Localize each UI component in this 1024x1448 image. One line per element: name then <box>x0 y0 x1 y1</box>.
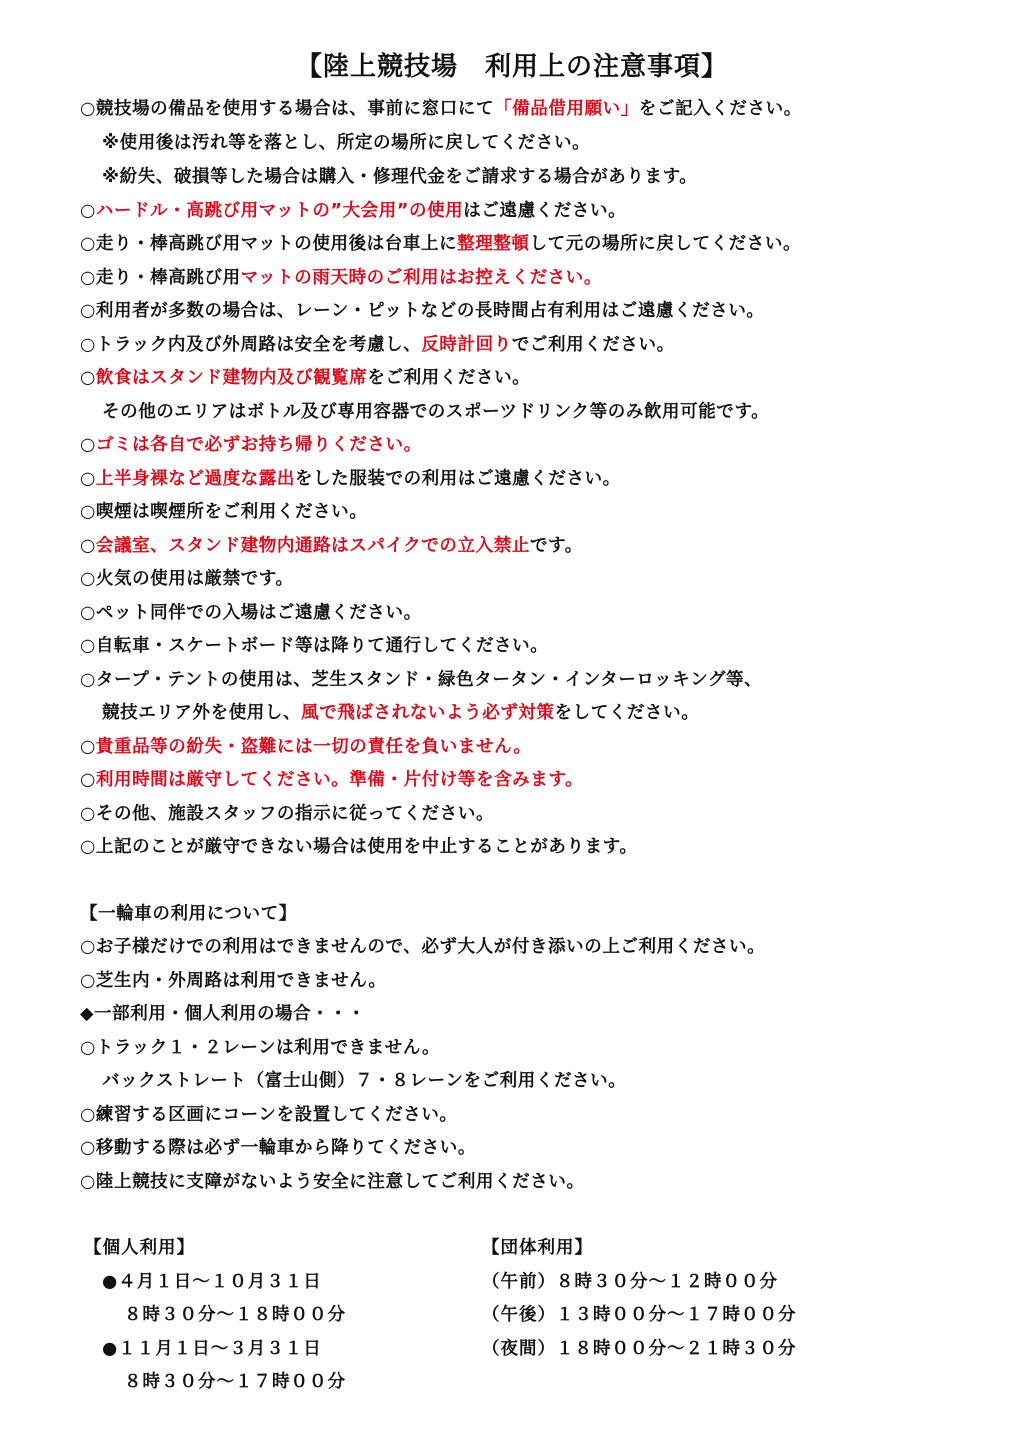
group-time-morning: （午前）８時３０分～１２時００分 <box>482 1272 778 1292</box>
rule-note-tents-wind: 競技エリア外を使用し、風で飛ばされないよう必ず対策をしてください。 <box>102 703 700 723</box>
unicycle-line: ○お子様だけでの利用はできませんので、必ず大人が付き添いの上ご利用ください。 <box>80 937 766 957</box>
rule-item-smoking: ○喫煙は喫煙所をご利用ください。 <box>80 502 368 522</box>
individual-time-summer: ８時３０分～１８時００分 <box>124 1305 346 1325</box>
rule-item-suspension: ○上記のことが厳守できない場合は使用を中止することがあります。 <box>80 837 638 857</box>
rule-item-direction: ○トラック内及び外周路は安全を考慮し、反時計回りでご利用ください。 <box>80 335 675 355</box>
rule-item-eating: ○飲食はスタンド建物内及び観覧席をご利用ください。 <box>80 368 531 388</box>
rule-item-trash: ○ゴミは各自で必ずお持ち帰りください。 <box>80 435 422 455</box>
unicycle-line: ○移動する際は必ず一輪車から降りてください。 <box>80 1138 476 1158</box>
individual-period-winter: ●１１月１日～３月３１日 <box>102 1339 322 1359</box>
rule-item-lane-occupancy: ○利用者が多数の場合は、レーン・ピットなどの長時間占有利用はご遠慮ください。 <box>80 301 765 321</box>
rule-item-staff: ○その他、施設スタッフの指示に従ってください。 <box>80 804 495 824</box>
unicycle-line: ◆一部利用・個人利用の場合・・・ <box>80 1004 366 1024</box>
group-time-night: （夜間）１８時００分～２１時３０分 <box>482 1339 797 1359</box>
rule-item-clothing: ○上半身裸など過度な露出をした服装での利用はご遠慮ください。 <box>80 469 621 489</box>
rule-note-damage: ※紛失、破損等した場合は購入・修理代金をご請求する場合があります。 <box>102 167 698 187</box>
rule-item-hurdles: ○ハードル・高跳び用マットの”大会用”の使用はご遠慮ください。 <box>80 201 627 221</box>
individual-time-winter: ８時３０分～１７時００分 <box>124 1372 346 1392</box>
individual-period-summer: ●４月１日～１０月３１日 <box>102 1272 322 1292</box>
unicycle-line: ○練習する区画にコーンを設置してください。 <box>80 1105 458 1125</box>
group-time-afternoon: （午後）１３時００分～１７時００分 <box>482 1305 797 1325</box>
rule-item-spikes: ○会議室、スタンド建物内通路はスパイクでの立入禁止です。 <box>80 536 583 556</box>
rule-item-tents: ○タープ・テントの使用は、芝生スタンド・緑色タータン・インターロッキング等、 <box>80 670 763 690</box>
rule-item-mat-rain: ○走り・棒高跳び用マットの雨天時のご利用はお控えください。 <box>80 268 602 288</box>
group-heading: 【団体利用】 <box>482 1238 593 1258</box>
individual-heading: 【個人利用】 <box>84 1238 195 1258</box>
rule-item-mat-storage: ○走り・棒高跳び用マットの使用後は台車上に整理整頓して元の場所に戻してください。 <box>80 234 802 254</box>
rule-item-fire: ○火気の使用は厳禁です。 <box>80 569 294 589</box>
unicycle-line: ○トラック１・２レーンは利用できません。 <box>80 1038 441 1058</box>
rule-item-valuables: ○貴重品等の紛失・盗難には一切の責任を負いません。 <box>80 737 532 757</box>
unicycle-line: バックストレート（富士山側）７・８レーンをご利用ください。 <box>102 1071 627 1091</box>
rule-item-time: ○利用時間は厳守してください。準備・片付け等を含みます。 <box>80 770 584 790</box>
page-title: 【陸上競技場 利用上の注意事項】 <box>295 52 728 82</box>
rule-item-pets: ○ペット同伴での入場はご遠慮ください。 <box>80 603 422 623</box>
rule-note-drinks: その他のエリアはボトル及び専用容器でのスポーツドリンク等のみ飲用可能です。 <box>102 402 770 422</box>
unicycle-heading: 【一輪車の利用について】 <box>80 904 297 924</box>
rule-note-cleaning: ※使用後は汚れ等を落とし、所定の場所に戻してください。 <box>102 133 591 153</box>
unicycle-line: ○陸上競技に支障がないよう安全に注意してご利用ください。 <box>80 1172 585 1192</box>
rule-item-equipment: ○競技場の備品を使用する場合は、事前に窓口にて「備品借用願い」をご記入ください。 <box>80 99 802 119</box>
rule-item-bicycles: ○自転車・スケートボード等は降りて通行してください。 <box>80 636 549 656</box>
unicycle-line: ○芝生内・外周路は利用できません。 <box>80 971 387 991</box>
